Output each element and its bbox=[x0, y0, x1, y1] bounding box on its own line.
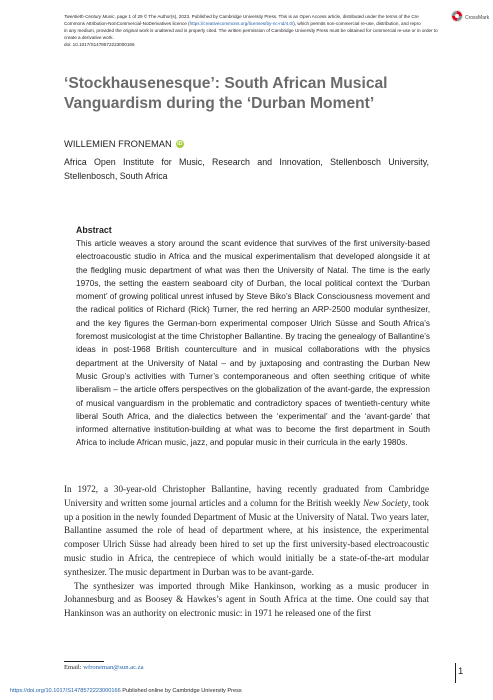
orcid-icon[interactable]: iD bbox=[177, 141, 183, 147]
author-line bbox=[64, 138, 184, 150]
body-paragraph-2: The synthesizer was imported through Mike Hankinson, working as a music producer in Johannesburg and as Boosey & Hawkes’s agent in South Africa at the time. One could say that Hankinson was an authority on electronic music: in 1971 he released one of the first bbox=[64, 580, 429, 619]
author-email-link[interactable]: wfroneman@sun.ac.za bbox=[83, 664, 144, 671]
header-license-post: ), which permits non-commercial re-use, distribution, and repro bbox=[293, 20, 421, 26]
p1-text-a: In 1972, a 30-year-old Christopher Ballantine, having recently graduated from Cambridge University and written some journal articles and a column for the British weekly bbox=[64, 484, 429, 508]
footnote-divider bbox=[64, 661, 104, 662]
doi-link[interactable]: https://doi.org/10.1017/S1478572223000166 bbox=[10, 688, 121, 694]
header-line-3: in any medium, provided the original work is unaltered and is properly cited. The written permission of Cambridge University Press must be obtained for commercial re-use or in order to bbox=[64, 27, 438, 33]
author-name: WILLEMIEN FRONEMAN bbox=[64, 138, 172, 149]
page-number-divider bbox=[455, 663, 456, 683]
abstract-section bbox=[76, 225, 430, 450]
journal-name: Twentieth-Century Music bbox=[64, 14, 115, 19]
header-line-2 bbox=[64, 21, 440, 28]
article-header bbox=[64, 14, 440, 49]
bottom-citation-bar bbox=[0, 686, 493, 696]
footnote bbox=[64, 664, 144, 672]
crossmark-label: CrossMark bbox=[465, 15, 490, 21]
header-copyright: , page 1 of 29 © The Author(s), 2023. Published by Cambridge University Press. This is an Open Access article, distributed under the terms of the Cre bbox=[114, 14, 419, 19]
main-body bbox=[64, 483, 429, 621]
header-doi: doi: 10.1017/S1478572223000166 bbox=[64, 41, 135, 47]
header-line-4: create a derivative work. bbox=[64, 34, 114, 40]
header-line-1 bbox=[64, 14, 440, 21]
article-title: ‘Stockhausenesque’: South African Musical Vanguardism during the ‘Durban Moment’ bbox=[64, 75, 388, 112]
header-license-pre: Commons Attribution-NonCommercial-NoDerivatives licence ( bbox=[64, 20, 190, 26]
p1-emphasis: New Society bbox=[362, 497, 408, 508]
license-link[interactable]: https://creativecommons.org/licenses/by-nc-nd/4.0/ bbox=[189, 20, 294, 26]
footnote-label: Email: bbox=[64, 664, 84, 671]
page-number: 1 bbox=[458, 666, 464, 677]
abstract-body: This article weaves a story around the scant evidence that survives of the first university-based electroacoustic studio in Africa and the musical experimentalism that developed alongside it at the fledgling music department of what was then the University of Natal. The time is the early 1970s, the setting the eastern seaboard city of Durban, the local political context the ‘Durban moment’ of growing political unrest infused by Steve Biko’s Black Consciousness movement and the radical politics of Richard (Rick) Turner, the red herring an ARP-2500 modular synthesizer, and the key figures the German-born experimental composer Ulrich Süsse and South Africa’s foremost musicologist at the time Christopher Ballantine. By tracing the genealogy of Ballantine’s ideas in post-1968 British counterculture and in musical collaborations with the physics department at the University of Natal – and by juxtaposing and contrasting the Durban New Music Group’s activities with Turner’s contemporaneous and often seething critique of white liberalism – the article offers perspectives on the globalization of the avant-garde, the expression of musical vanguardism in the problematic and contradictory spaces of twentieth-century white liberal South Africa, and the dialectics between the ‘experimental’ and the ‘avant-garde’ that informed alternative institution-building at what was to become the first department in South Africa to include African music, jazz, and popular music in their curricula in the early 1980s. bbox=[76, 239, 430, 448]
p1-text-b: , took up a position in the newly founded Department of Music at the University of Natal. Two years later, Ballantine assumed the role of head of department where, at his insistence, the experimental composer Ulrich Süsse had already been hired to set up the first university-based electroacoustic music studio in Africa, the centrepiece of which would initially be a state-of-the-art modular synthesizer. The music department in Durban was to be avant-garde. bbox=[64, 497, 429, 577]
crossmark-badge[interactable] bbox=[451, 11, 490, 25]
author-affiliation: Africa Open Institute for Music, Research and Innovation, Stellenbosch University, Stellenbosch, South Africa bbox=[64, 157, 429, 181]
publisher-note: Published online by Cambridge University Press bbox=[120, 688, 242, 694]
crossmark-icon bbox=[451, 9, 463, 27]
body-paragraph-1 bbox=[64, 483, 429, 580]
abstract-heading: Abstract bbox=[76, 225, 112, 235]
